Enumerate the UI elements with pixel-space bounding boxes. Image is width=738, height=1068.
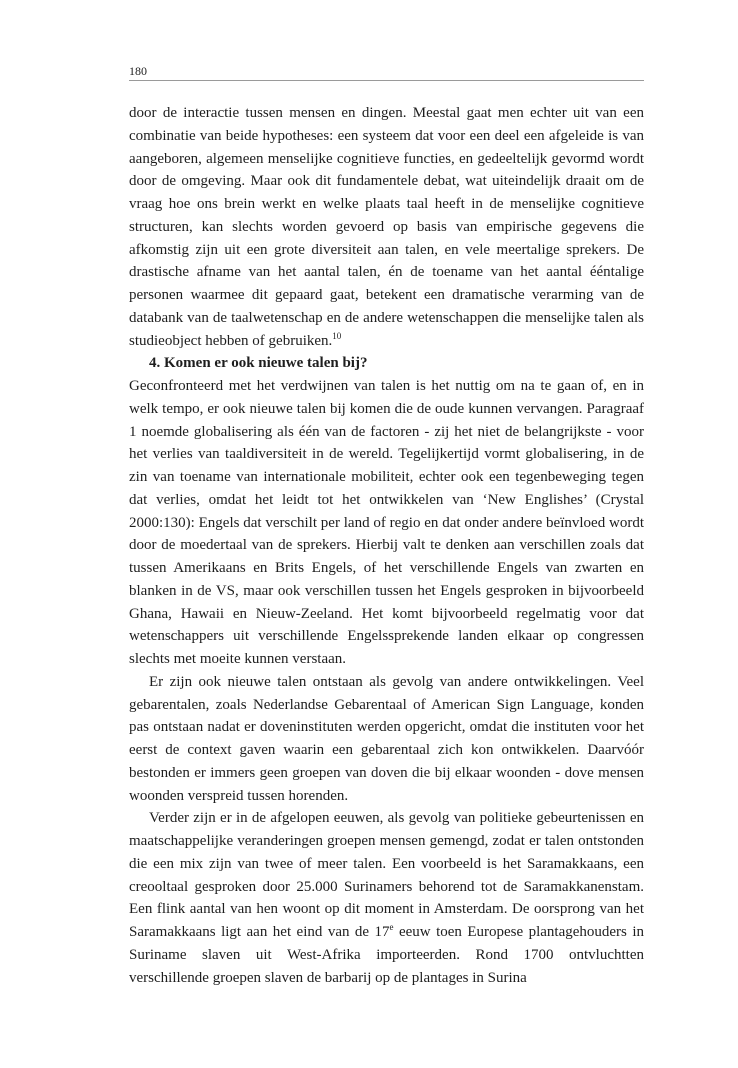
footnote-marker: 10 (332, 330, 342, 341)
body-text (129, 102, 644, 989)
paragraph-3: Er zijn ook nieuwe talen ontstaan als gevolg van andere ontwikkelingen. Veel gebarentalen, zoals Nederlandse Gebarentaal of American Sign Language, konden pas ontstaan nadat er doveninstituten werden opgericht, omdat die instituten voor het eerst de context gaven waarin een gebarentaal zich kon ontwikkelen. Daarvóór bestonden er immers geen groepen van doven die bij elkaar woonden - dove mensen woonden verspreid tussen horenden. (129, 673, 644, 804)
century-superscript: e (389, 922, 394, 932)
section-heading: 4. Komen er ook nieuwe talen bij? (149, 355, 368, 372)
paragraph-1-text: door de interactie tussen mensen en dingen. Meestal gaat men echter uit van een combinatie van beide hypotheses: een systeem dat voor een deel een afgeleide is van aangeboren, algemeen menselijke cognitieve functies, en gedeeltelijk gevormd wordt door de omgeving. Maar ook dit fundamentele debat, wat uiteindelijk draait om de vraag hoe ons brein werkt en welke plaats taal heeft in de menselijke cognitieve structuren, kan slechts worden gevoerd op basis van empirische gegevens die afkomstig zijn uit een grote diversiteit aan talen, en vele meertalige sprekers. De drastische afname van het aantal talen, én de toename van het aantal ééntalige personen waarmee dit gepaard gaat, betekent een dramatische verarming van de databank van de taalwetenschap en de andere wetenschappen die menselijke talen als studieobject hebben of gebruiken. (129, 105, 644, 349)
header-rule (129, 80, 644, 81)
paragraph-1 (129, 102, 644, 352)
paragraph-4-text-b: eeuw toen Europese plantagehouders in Suriname slaven uit West-Afrika importeerden. Rond 1700 ontvluchtten verschillende groepen slaven de barbarij op de plantages in Surina (129, 924, 645, 986)
running-header (129, 62, 644, 80)
paragraph-4-text-a: Verder zijn er in de afgelopen eeuwen, als gevolg van politieke gebeurtenissen en maatschappelijke veranderingen groepen mensen gemengd, zodat er talen ontstonden die een mix zijn van twee of meer talen. Een voorbeeld is het Saramakkaans, een creooltaal gesproken door 25.000 Surinamers behorend tot de Saramakkanenstam. Een flink aantal van hen woont op dit moment in Amsterdam. De oorsprong van het Saramakkaans ligt aan het eind van de 17 (129, 810, 644, 940)
page-number: 180 (129, 64, 147, 78)
paragraph-4 (129, 807, 644, 989)
paragraph-2: Geconfronteerd met het verdwijnen van talen is het nuttig om na te gaan of, en in welk tempo, er ook nieuwe talen bij komen die de oude kunnen vervangen. Paragraaf 1 noemde globalisering als één van de factoren - zij het niet de belangrijkste - voor het verlies van taaldiversiteit in de wereld. Tegelijkertijd vormt globalisering, in de zin van toename van internationale mobiliteit, echter ook een tegenbeweging tegen dat verlies, omdat het leidt tot het ontwikkelen van ‘New Englishes’ (Crystal 2000:130): Engels dat verschilt per land of regio en dat onder andere beïnvloed wordt door de moedertaal van de sprekers. Hierbij valt te denken aan verschillen zoals dat tussen Amerikaans en Brits Engels, of het verschillende Engels van zwarten en blanken in de VS, maar ook verschillen tussen het Engels gesproken in bijvoorbeeld Ghana, Hawaii en Nieuw-Zeeland. Het komt bijvoorbeeld regelmatig voor dat wetenschappers uit verschillende Engelssprekende landen elkaar op congressen slechts met moeite kunnen verstaan. (129, 378, 644, 667)
